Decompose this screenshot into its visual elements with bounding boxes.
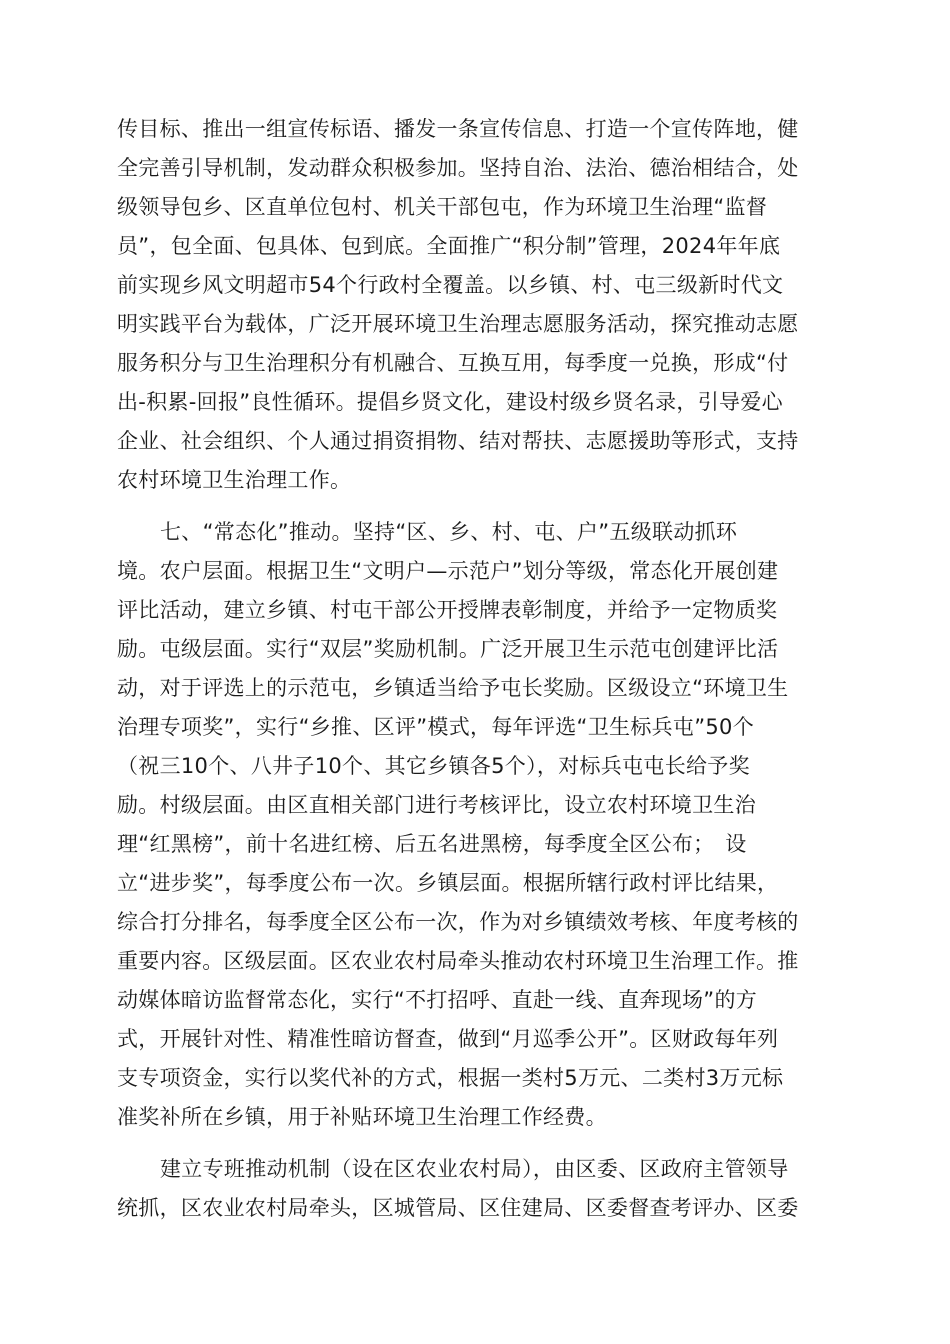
text-line: 支专项资金，实行以奖代补的方式，根据一类村5万元、二类村3万元标 [117,1066,784,1090]
text-line: 励。屯级层面。实行“双层”奖励机制。广泛开展卫生示范屯创建评比活 [117,637,779,661]
paragraph-first-line: 建立专班推动机制（设在区农业农村局），由区委、区政府主管领导 [160,1157,789,1181]
text-line: 企业、社会组织、个人通过捐资捐物、结对帮扶、志愿援助等形式，支持 [117,429,799,453]
text-line: 动，对于评选上的示范屯，乡镇适当给予屯长奖励。区级设立“环境卫生 [117,676,789,700]
text-line: 服务积分与卫生治理积分有机融合、互换互用，每季度一兑换，形成“付 [117,351,789,375]
text-line: 立“进步奖”，每季度公布一次。乡镇层面。根据所辖行政村评比结果， [117,871,779,895]
text-line: 员”，包全面、包具体、包到底。全面推广“积分制”管理，2024年年底 [117,234,781,258]
text-line: 全完善引导机制，发动群众积极参加。坚持自治、法治、德治相结合，处 [117,156,799,180]
text-line: 出-积累-回报”良性循环。提倡乡贤文化，建设村级乡贤名录，引导爱心 [117,390,783,414]
text-line: 传目标、推出一组宣传标语、播发一条宣传信息、打造一个宣传阵地，健 [117,117,799,141]
text-line: 统抓，区农业农村局牵头，区城管局、区住建局、区委督查考评办、区委 [117,1196,799,1220]
text-line: 准奖补所在乡镇，用于补贴环境卫生治理工作经费。 [117,1105,607,1129]
text-line: 综合打分排名，每季度全区公布一次，作为对乡镇绩效考核、年度考核的 [117,910,799,934]
text-line: 励。村级层面。由区直相关部门进行考核评比，设立农村环境卫生治 [117,793,756,817]
section-heading-line: 七、“常态化”推动。坚持“区、乡、村、屯、户”五级联动抓环 [160,520,738,544]
text-line: 评比活动，建立乡镇、村屯干部公开授牌表彰制度，并给予一定物质奖 [117,598,778,622]
text-line: 重要内容。区级层面。区农业农村局牵头推动农村环境卫生治理工作。推 [117,949,799,973]
text-line: 级领导包乡、区直单位包村、机关干部包屯，作为环境卫生治理“监督 [117,195,768,219]
text-line: 明实践平台为载体，广泛开展环境卫生治理志愿服务活动，探究推动志愿 [117,312,799,336]
text-line: 治理专项奖”，实行“乡推、区评”模式，每年评选“卫生标兵屯”50个 [117,715,755,739]
text-line: 前实现乡风文明超市54个行政村全覆盖。以乡镇、村、屯三级新时代文 [117,273,784,297]
text-line: 理“红黑榜”，前十名进红榜、后五名进黑榜，每季度全区公布； 设 [117,832,747,856]
text-line: 境。农户层面。根据卫生“文明户—示范户”划分等级，常态化开展创建 [117,559,779,583]
text-line: （祝三10个、八井子10个、其它乡镇各5个），对标兵屯屯长给予奖 [117,754,750,778]
text-line: 动媒体暗访监督常态化，实行“不打招呼、直赴一线、直奔现场”的方 [117,988,758,1012]
text-line: 农村环境卫生治理工作。 [117,468,352,492]
text-line: 式，开展针对性、精准性暗访督查，做到“月巡季公开”。区财政每年列 [117,1027,779,1051]
